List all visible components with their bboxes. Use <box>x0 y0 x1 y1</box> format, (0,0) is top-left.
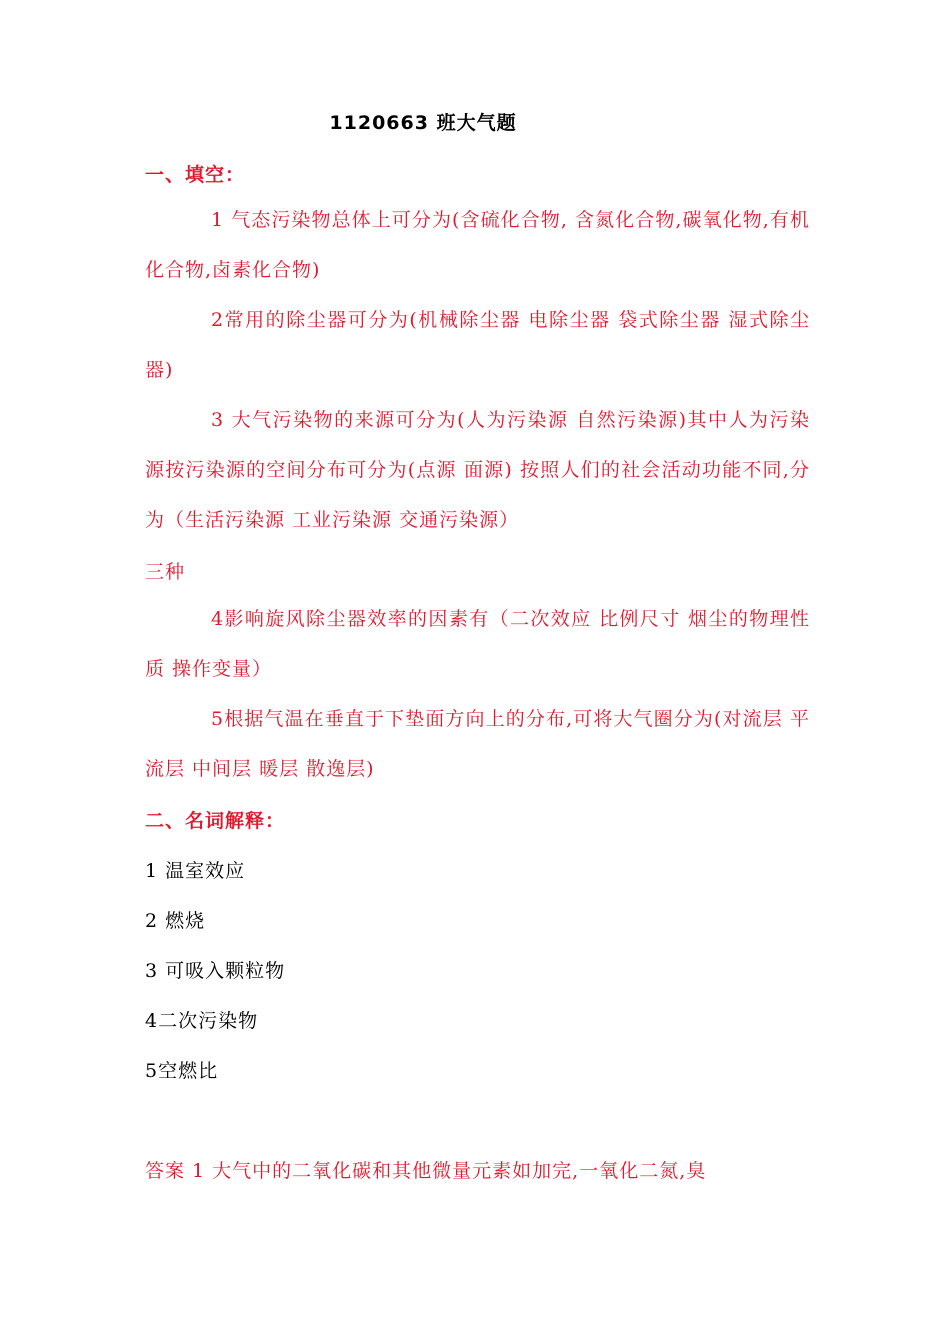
term-item: 5空燃比 <box>145 1060 219 1082</box>
document-title: 1120663 班大气题 <box>329 112 517 134</box>
question-5: 5根据气温在垂直于下垫面方向上的分布,可将大气圈分为(对流层 平流层 中间层 暖层 散逸层) <box>145 708 810 780</box>
term-item: 1 温室效应 <box>145 860 246 882</box>
term-item: 2 燃烧 <box>145 910 206 932</box>
section-heading-fill-blank: 一、填空： <box>145 164 246 186</box>
answer-line: 答案 1 大气中的二氧化碳和其他微量元素如加完,一氧化二氮,臭 <box>145 1160 707 1182</box>
question-2: 2常用的除尘器可分为(机械除尘器 电除尘器 袋式除尘器 湿式除尘器) <box>145 309 810 381</box>
question-1: 1 气态污染物总体上可分为(含硫化合物, 含氮化合物,碳氧化物,有机化合物,卤素化合物) <box>145 209 810 281</box>
question-3-tail: 三种 <box>145 561 186 583</box>
question-3: 3 大气污染物的来源可分为(人为污染源 自然污染源)其中人为污染源按污染源的空间分布可分为(点源 面源) 按照人们的社会活动功能不同,分为（生活污染源 工业污染源 交通污染源） <box>145 409 810 531</box>
section-heading-terms: 二、名词解释： <box>145 810 286 832</box>
term-item: 4二次污染物 <box>145 1010 259 1032</box>
question-4: 4影响旋风除尘器效率的因素有（二次效应 比例尺寸 烟尘的物理性质 操作变量） <box>145 608 810 680</box>
term-item: 3 可吸入颗粒物 <box>145 960 286 982</box>
